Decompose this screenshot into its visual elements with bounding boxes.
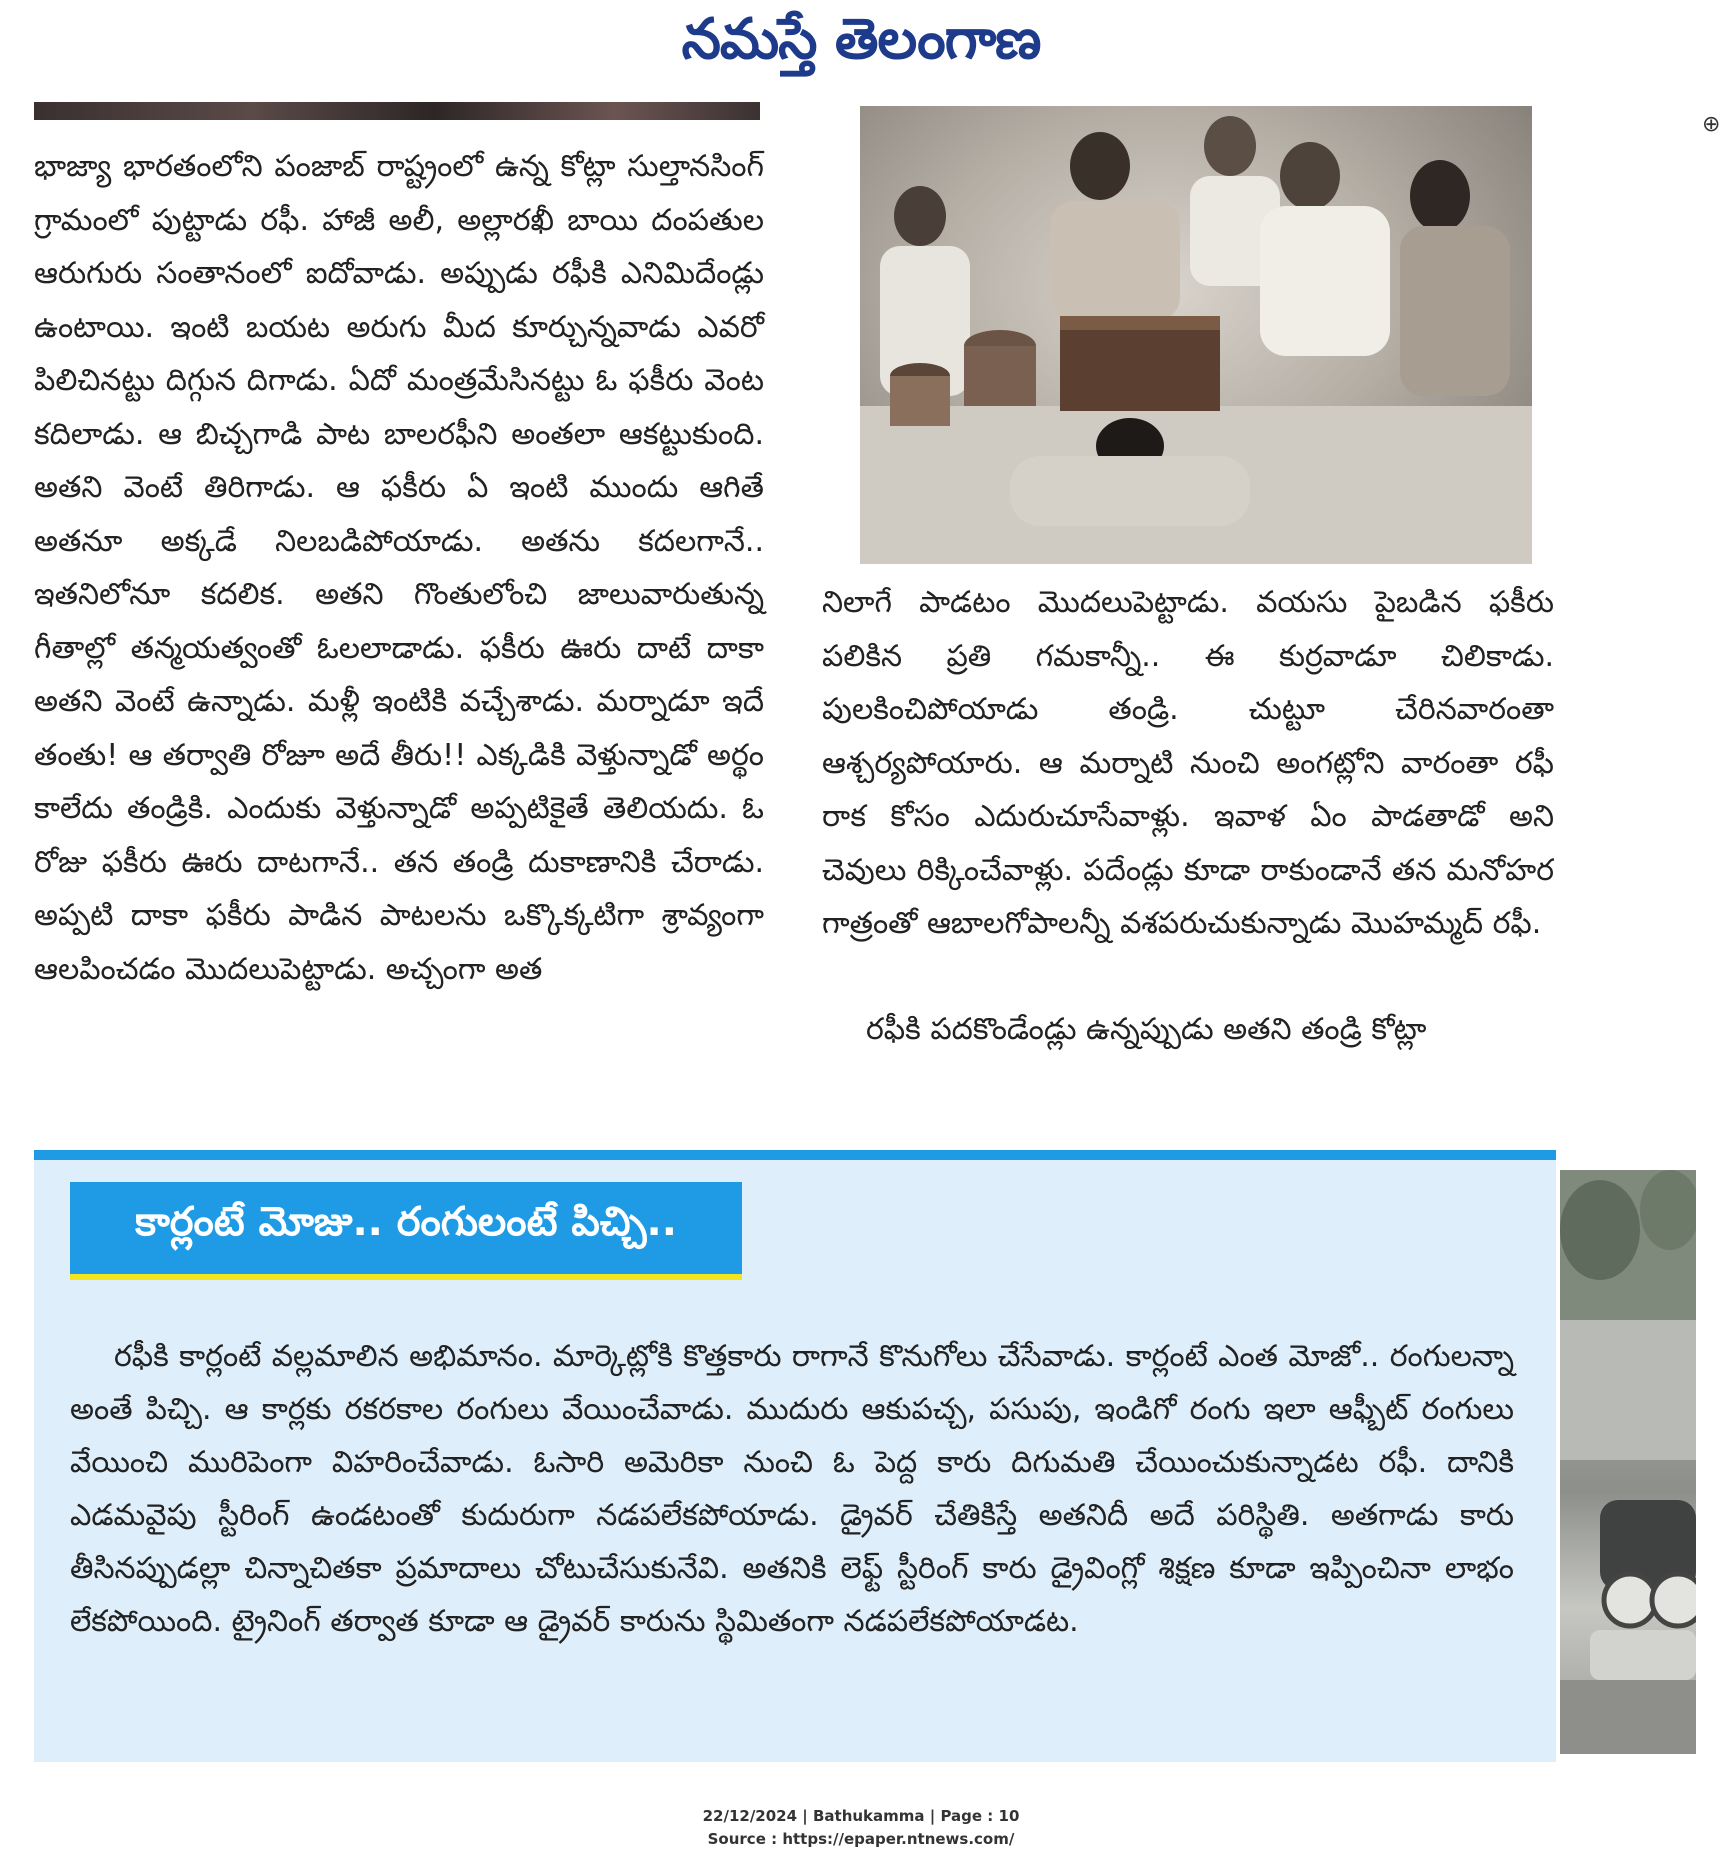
- article-paragraph: రఫీకి పదకొండేండ్లు ఉన్నప్పుడు అతని తండ్రి కోట్లా: [866, 1011, 1427, 1047]
- article-right-column: [822, 576, 1554, 1056]
- footer-date-line: 22/12/2024 | Bathukamma | Page : 10: [702, 1807, 1020, 1825]
- sidebar-text: రఫీకి కార్లంటే వల్లమాలిన అభిమానం. మార్కెట్లోకి కొత్తకారు రాగానే కొనుగోలు చేసేవాడు. కార్లంటే ఎంత మోజో.. రంగులన్నా అంతే పిచ్చి. ఆ కార్లకు రకరకాల రంగులు వేయించేవాడు. ముదురు ఆకుపచ్చ, పసుపు, ఇండిగో రంగు ఇలా ఆఫ్బీట్ రంగులు వేయించి మురిపెంగా విహరించేవాడు. ఓసారి అమెరికా నుంచి ఓ పెద్ద కారు దిగుమతి చేయించుకున్నాడట రఫీ. దానికి ఎడమవైపు స్టీరింగ్ ఉండటంతో కుదురుగా నడపలేకపోయాడు. డ్రైవర్ చేతికిస్తే అతనిదీ అదే పరిస్థితి. అతగాడు కారు తీసినప్పుడల్లా చిన్నాచితకా ప్రమాదాలు చోటుచేసుకునేవి. అతనికి లెఫ్ట్ స్టీరింగ్ కారు డ్రైవింగ్లో శిక్షణ కూడా ఇప్పించినా లాభం లేకపోయింది. ట్రైనింగ్ తర్వాత కూడా ఆ డ్రైవర్ కారును స్థిమితంగా నడపలేకపోయాడట.: [70, 1339, 1514, 1639]
- musicians-photo: [860, 106, 1532, 564]
- article-paragraph: భాజ్యా భారతంలోని పంజాబ్ రాష్ట్రంలో ఉన్న కోట్లా సుల్తానసింగ్ గ్రామంలో పుట్టాడు రఫీ. హాజీ అలీ, అల్లారఖీ బాయి దంపతుల ఆరుగురు సంతానంలో ఐదోవాడు. అప్పుడు రఫీకి ఎనిమిదేండ్లు ఉంటాయి. ఇంటి బయట అరుగు మీద కూర్చున్నవాడు ఎవరో పిలిచినట్టు దిగ్గున దిగాడు. ఏదో మంత్రమేసినట్టు ఓ ఫకీరు వెంట కదిలాడు. ఆ బిచ్చగాడి పాట బాలరఫీని అంతలా ఆకట్టుకుంది. అతని వెంటే తిరిగాడు. ఆ ఫకీరు ఏ ఇంటి ముందు ఆగితే అతనూ అక్కడే నిలబడిపోయాడు. అతను కదలగానే.. ఇతనిలోనూ కదలిక. అతని గొంతులోంచి జాలువారుతున్న గీతాల్లో తన్మయత్వంతో ఓలలాడాడు. ఫకీరు ఊరు దాటే దాకా అతని వెంటే ఉన్నాడు. మళ్లీ ఇంటికి వచ్చేశాడు. మర్నాడూ ఇదే తంతు! ఆ తర్వాతి రోజూ అదే తీరు!! ఎక్కడికి వెళ్తున్నాడో అర్థం కాలేదు తండ్రికి. ఎందుకు వెళ్తున్నాడో అప్పటికైతే తెలియదు. ఓ రోజు ఫకీరు ఊరు దాటగానే.. తన తండ్రి దుకాణానికి చేరాడు. అప్పటి దాకా ఫకీరు పాడిన పాటలను ఒక్కొక్కటిగా శ్రావ్యంగా ఆలపించడం మొదలుపెట్టాడు. అచ్చంగా అత: [34, 149, 764, 987]
- car-photo-illustration: [1560, 1170, 1696, 1754]
- top-photo-strip: [34, 102, 760, 120]
- masthead-title: నమస్తే తెలంగాణ: [681, 6, 1041, 72]
- sidebar-title: కార్లంటే మోజు.. రంగులంటే పిచ్చి..: [135, 1199, 677, 1245]
- car-photo: [1560, 1170, 1696, 1754]
- crosshair-icon: ⊕: [1702, 112, 1721, 137]
- sidebar-title-underline: [70, 1274, 742, 1280]
- footer-source-link[interactable]: Source : https://epaper.ntnews.com/: [707, 1830, 1015, 1848]
- article-left-column: [34, 140, 764, 996]
- musicians-photo-illustration: [860, 106, 1532, 564]
- article-paragraph: నిలాగే పాడటం మొదలుపెట్టాడు. వయసు పైబడిన ఫకీరు పలికిన ప్రతి గమకాన్నీ.. ఈ కుర్రవాడూ చిలికాడు. పులకించిపోయాడు తండ్రి. చుట్టూ చేరినవారంతా ఆశ్చర్యపోయారు. ఆ మర్నాటి నుంచి అంగట్లోని వారంతా రఫీ రాక కోసం ఎదురుచూసేవాళ్లు. ఇవాళ ఏం పాడతాడో అని చెవులు రిక్కించేవాళ్లు. పదేండ్లు కూడా రాకుండానే తన మనోహర గాత్రంతో ఆబాలగోపాలన్నీ వశపరుచుకున్నాడు మొహమ్మద్ రఫీ.: [822, 585, 1554, 941]
